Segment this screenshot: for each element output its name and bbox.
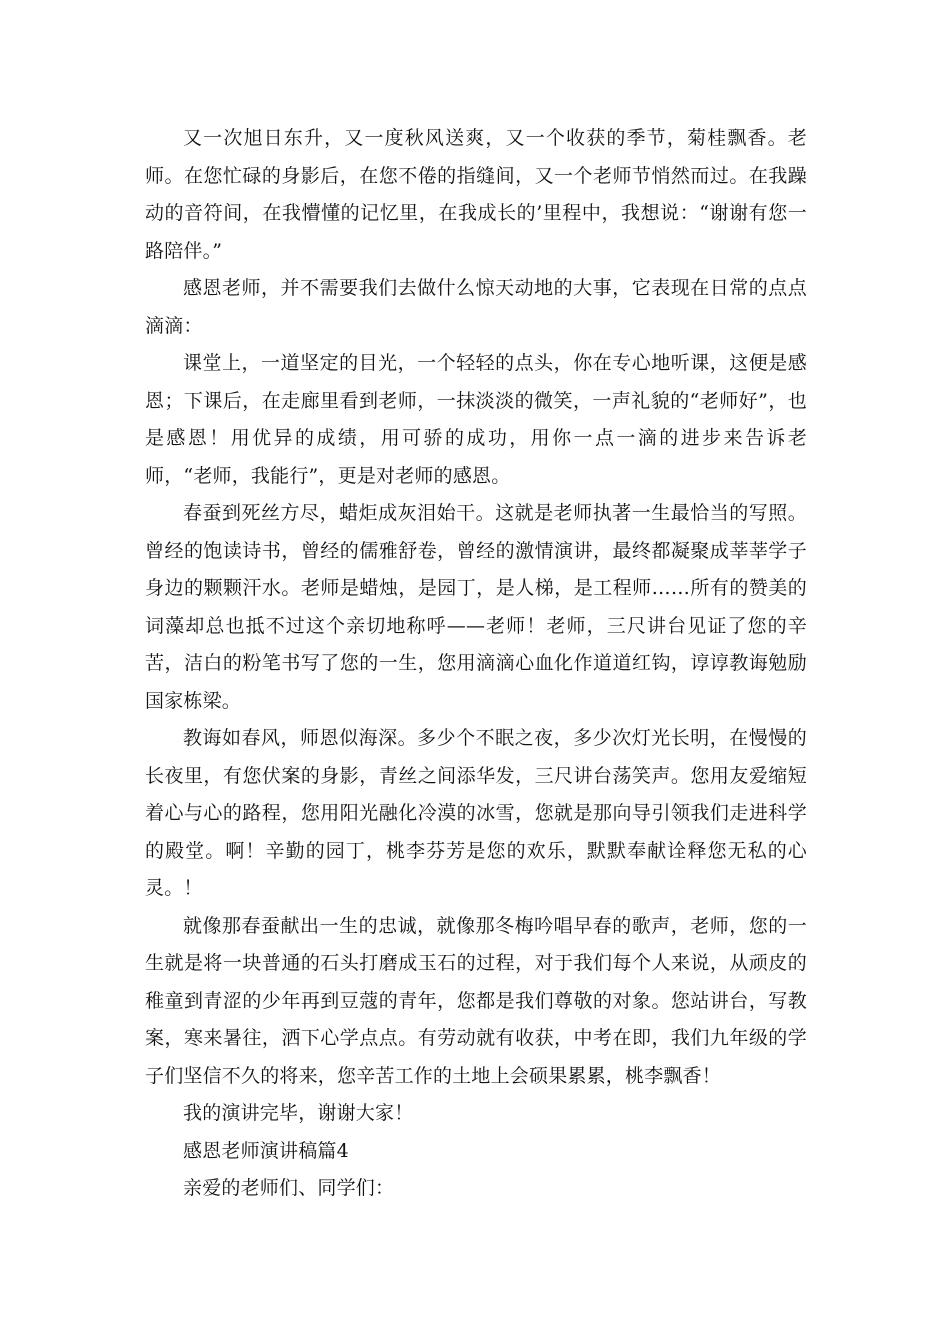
paragraph-silkworm: 春蚕到死丝方尽，蜡炬成灰泪始干。这就是老师执著一生最恰当的写照。曾经的饱读诗书，曾经的儒雅舒卷，曾经的激情演讲，最终都凝聚成莘莘学子身边的颗颗汗水。老师是蜡烛，是园丁，是人梯，是工程师……所有的赞美的词藻却总也抵不过这个亲切地称呼——老师！老师，三尺讲台见证了您的辛苦，洁白的粉笔书写了您的一生，您用滴滴心血化作道道红钩，谆谆教诲勉励国家栋梁。 [145, 502, 807, 712]
paragraph-salutation: 亲爱的老师们、同学们： [183, 1177, 395, 1199]
paragraph-intro: 又一次旭日东升，又一度秋风送爽，又一个收获的季节，菊桂飘香。老师。在您忙碌的身影后，在您不倦的指缝间，又一个老师节悄然而过。在我躁动的音符间，在我懵懂的记忆里，在我成长的’里程中，我想说：“谢谢有您一路陪伴。” [145, 127, 807, 262]
paragraph-spring-breeze: 教诲如春风，师恩似海深。多少个不眠之夜，多少次灯光长明，在慢慢的长夜里，有您伏案的身影，青丝之间添华发，三尺讲台荡笑声。您用友爱缩短着心与心的路程，您用阳光融化冷漠的冰雪，您就是那向导引领我们走进科学的殿堂。啊！辛勤的园丁，桃李芬芳是您的欢乐，默默奉献诠释您无私的心灵。！ [145, 727, 807, 899]
section-heading: 感恩老师演讲稿篇4 [183, 1139, 349, 1162]
paragraph-devotion: 就像那春蚕献出一生的忠诚，就像那冬梅吟唱早春的歌声，老师，您的一生就是将一块普通的石头打磨成玉石的过程，对于我们每个人来说，从顽皮的稚童到青涩的少年再到豆蔻的青年，您都是我们尊敬的对象。您站讲台，写教案，寒来暑往，洒下心学点点。有劳动就有收获，中考在即，我们九年级的学子们坚信不久的将来，您辛苦工作的土地上会硕果累累，桃李飘香！ [145, 914, 807, 1087]
paragraph-closing: 我的演讲完毕，谢谢大家！ [183, 1102, 414, 1124]
paragraph-classroom: 课堂上，一道坚定的目光，一个轻轻的点头，你在专心地听课，这便是感恩；下课后，在走廊里看到老师，一抹淡淡的微笑，一声礼貌的“老师好”，也是感恩！用优异的成绩，用可骄的成功，用你一点一滴的进步来告诉老师，“老师，我能行”，更是对老师的感恩。 [145, 352, 807, 487]
paragraph-gratitude: 感恩老师，并不需要我们去做什么惊天动地的大事，它表现在日常的点点滴滴： [145, 277, 807, 337]
document-body [145, 120, 807, 1208]
